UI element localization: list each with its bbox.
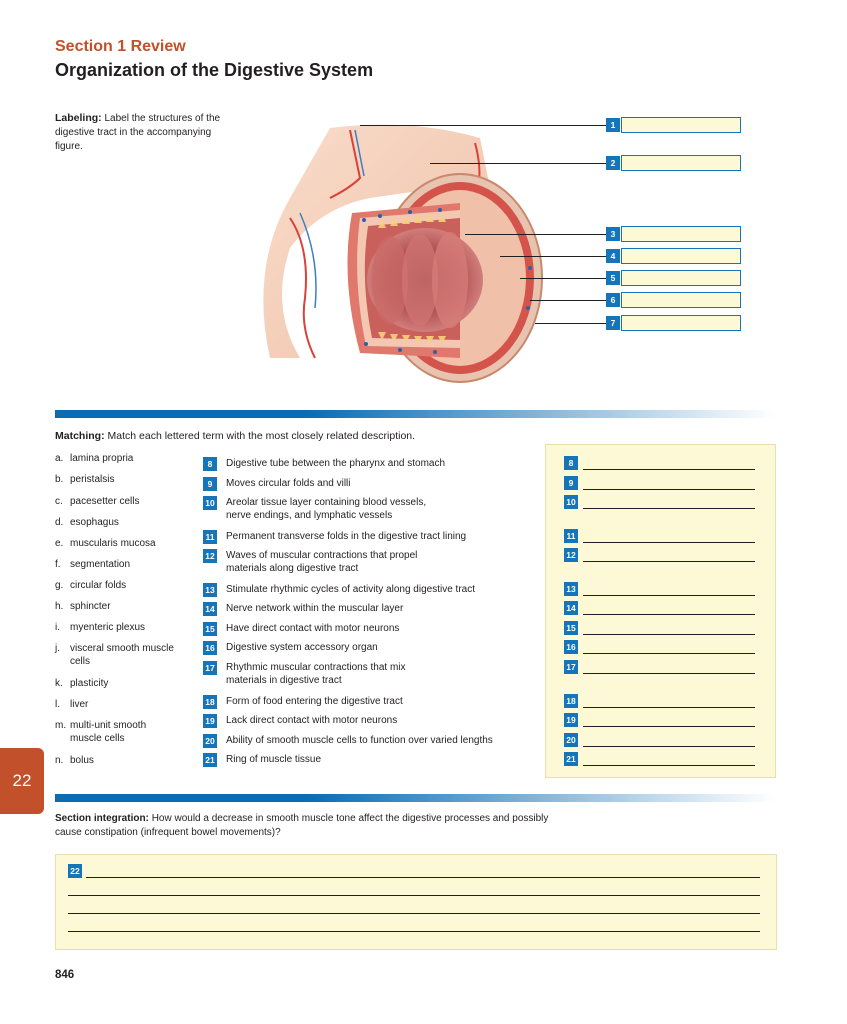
description-text: Digestive tube between the pharynx and stomach (226, 458, 446, 469)
label-number: 2 (606, 156, 620, 170)
description-number: 20 (203, 734, 217, 748)
answer-number: 20 (564, 733, 578, 747)
answer-line[interactable] (583, 489, 755, 490)
term-text: myenteric plexus (70, 622, 146, 633)
term-text: bolus (70, 755, 94, 766)
label-number: 6 (606, 293, 620, 307)
term-letter: i. (55, 622, 60, 633)
description-item (203, 714, 533, 728)
integration-answer-box (55, 854, 777, 950)
matching-instructions (55, 430, 415, 442)
term-letter: l. (55, 699, 60, 710)
term-item (55, 537, 205, 550)
description-text: Nerve network within the muscular layer (226, 603, 404, 614)
integration-number: 22 (68, 864, 82, 878)
digestive-tract-illustration (260, 118, 560, 390)
label-answer-box[interactable] (621, 315, 741, 331)
term-item (55, 754, 205, 767)
integration-lead: Section integration: (55, 813, 149, 824)
term-letter: k. (55, 678, 63, 689)
answer-line[interactable] (583, 542, 755, 543)
description-number: 13 (203, 583, 217, 597)
term-item (55, 495, 205, 508)
term-text: liver (70, 699, 89, 710)
description-text: Digestive system accessory organ (226, 642, 378, 653)
description-text: Stimulate rhythmic cycles of activity along digestive tract (226, 584, 475, 595)
labeling-lead: Labeling: (55, 112, 102, 124)
answer-number: 11 (564, 529, 578, 543)
matching-lead: Matching: (55, 430, 105, 442)
answer-line[interactable] (583, 508, 755, 509)
term-letter: c. (55, 496, 63, 507)
term-letter: b. (55, 474, 64, 485)
page-title: Organization of the Digestive System (55, 60, 374, 80)
term-text: visceral smooth muscle cells (70, 643, 174, 667)
term-text: multi-unit smooth muscle cells (70, 720, 147, 744)
term-text: peristalsis (70, 474, 115, 485)
answer-number: 14 (564, 601, 578, 615)
label-number: 1 (606, 118, 620, 132)
term-item (55, 719, 205, 745)
term-text: sphincter (70, 601, 111, 612)
description-number: 17 (203, 661, 217, 675)
answer-number: 21 (564, 752, 578, 766)
term-item (55, 473, 205, 486)
term-text: circular folds (70, 580, 127, 591)
section-kicker: Section 1 Review (55, 38, 186, 55)
label-answer-box[interactable] (621, 292, 741, 308)
answer-number: 8 (564, 456, 578, 470)
term-letter: h. (55, 601, 64, 612)
description-number: 14 (203, 602, 217, 616)
answer-line[interactable] (86, 877, 760, 878)
term-text: muscularis mucosa (70, 538, 156, 549)
chapter-tab: 22 (0, 748, 44, 814)
matching-answer-panel (545, 444, 776, 778)
label-answer-box[interactable] (621, 117, 741, 133)
description-number: 10 (203, 496, 217, 510)
label-answer-box[interactable] (621, 270, 741, 286)
term-item (55, 621, 205, 634)
answer-number: 17 (564, 660, 578, 674)
answer-number: 13 (564, 582, 578, 596)
description-item (203, 661, 533, 687)
label-answer-box[interactable] (621, 226, 741, 242)
section-divider (55, 794, 775, 802)
answer-line[interactable] (583, 726, 755, 727)
label-number: 7 (606, 316, 620, 330)
term-letter: j. (55, 643, 60, 654)
label-number: 5 (606, 271, 620, 285)
answer-line[interactable] (68, 913, 760, 914)
answer-number: 16 (564, 640, 578, 654)
description-number: 8 (203, 457, 217, 471)
integration-question (55, 812, 555, 840)
term-text: lamina propria (70, 453, 134, 464)
description-number: 9 (203, 477, 217, 491)
description-number: 19 (203, 714, 217, 728)
term-letter: g. (55, 580, 64, 591)
term-text: pacesetter cells (70, 496, 140, 507)
description-item (203, 496, 533, 522)
term-letter: m. (55, 720, 67, 731)
description-text: Areolar tissue layer containing blood vessels, nerve endings, and lymphatic vessels (226, 497, 427, 521)
description-item (203, 602, 533, 616)
description-item (203, 549, 533, 575)
answer-number: 15 (564, 621, 578, 635)
answer-line[interactable] (583, 653, 755, 654)
label-answer-box[interactable] (621, 155, 741, 171)
term-letter: e. (55, 538, 64, 549)
integration-text: How would a decrease in smooth muscle tone affect the digestive processes and possibly cause constipation (infrequent bowel movements)? (55, 813, 549, 838)
description-text: Ring of muscle tissue (226, 754, 322, 765)
answer-line[interactable] (583, 746, 755, 747)
description-item (203, 734, 533, 748)
answer-line[interactable] (583, 595, 755, 596)
description-text: Have direct contact with motor neurons (226, 623, 400, 634)
description-number: 21 (203, 753, 217, 767)
description-item (203, 641, 533, 655)
answer-number: 18 (564, 694, 578, 708)
description-number: 18 (203, 695, 217, 709)
term-letter: f. (55, 559, 61, 570)
term-item (55, 698, 205, 711)
description-item (203, 457, 533, 471)
term-letter: d. (55, 517, 64, 528)
answer-number: 12 (564, 548, 578, 562)
description-text: Form of food entering the digestive tract (226, 696, 403, 707)
answer-line[interactable] (583, 561, 755, 562)
description-item (203, 753, 533, 767)
description-text: Ability of smooth muscle cells to function over varied lengths (226, 735, 493, 746)
answer-number: 9 (564, 476, 578, 490)
description-text: Lack direct contact with motor neurons (226, 715, 398, 726)
label-answer-box[interactable] (621, 248, 741, 264)
answer-line[interactable] (583, 673, 755, 674)
answer-line[interactable] (583, 634, 755, 635)
term-letter: a. (55, 453, 64, 464)
term-item (55, 677, 205, 690)
answer-line[interactable] (583, 614, 755, 615)
description-number: 16 (203, 641, 217, 655)
description-item (203, 583, 533, 597)
answer-line[interactable] (68, 931, 760, 932)
term-letter: n. (55, 755, 64, 766)
term-item (55, 558, 205, 571)
term-item (55, 600, 205, 613)
answer-number: 10 (564, 495, 578, 509)
labeling-instructions (55, 111, 230, 154)
term-text: plasticity (70, 678, 109, 689)
description-text: Waves of muscular contractions that propel materials along digestive tract (226, 550, 418, 574)
answer-line[interactable] (583, 765, 755, 766)
term-item (55, 452, 205, 465)
description-item (203, 477, 533, 491)
answer-line[interactable] (583, 707, 755, 708)
answer-line[interactable] (68, 895, 760, 896)
description-item (203, 695, 533, 709)
term-text: segmentation (70, 559, 131, 570)
answer-number: 19 (564, 713, 578, 727)
description-text: Moves circular folds and villi (226, 478, 351, 489)
description-text: Permanent transverse folds in the digestive tract lining (226, 531, 467, 542)
description-number: 15 (203, 622, 217, 636)
description-number: 11 (203, 530, 217, 544)
description-item (203, 622, 533, 636)
labeling-text: Label the structures of the digestive tract in the accompanying figure. (55, 113, 221, 152)
section-divider (55, 410, 775, 418)
term-item (55, 642, 205, 668)
answer-line[interactable] (583, 469, 755, 470)
term-item (55, 579, 205, 592)
label-number: 3 (606, 227, 620, 241)
description-number: 12 (203, 549, 217, 563)
term-text: esophagus (70, 517, 119, 528)
term-item (55, 516, 205, 529)
description-item (203, 530, 533, 544)
page-number: 846 (55, 969, 75, 981)
matching-text: Match each lettered term with the most closely related description. (107, 430, 416, 442)
description-text: Rhythmic muscular contractions that mix materials in digestive tract (226, 662, 406, 686)
label-number: 4 (606, 249, 620, 263)
